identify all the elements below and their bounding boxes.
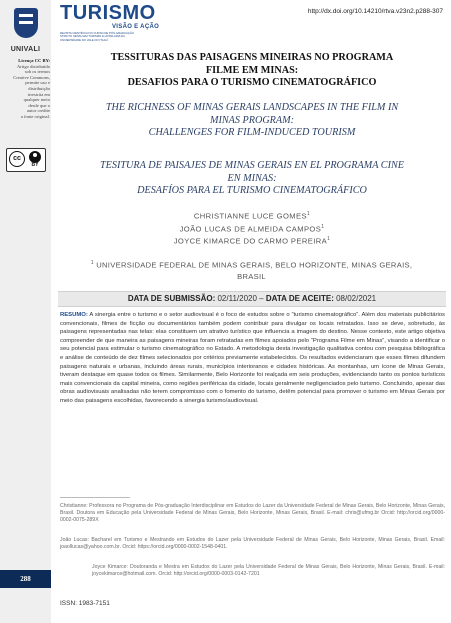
license-line: permite uso e — [25, 80, 50, 86]
license-line: qualquer meio — [23, 97, 50, 103]
license-line: a fonte original. — [20, 113, 50, 119]
title-english — [60, 102, 444, 140]
issn: ISSN: 1983-7151 — [60, 600, 110, 607]
title-line: TESITURA DE PAISAJES DE MINAS GERAIS EN EL PROGRAMA CINE — [100, 160, 404, 171]
abstract — [60, 311, 445, 406]
abstract-text: A sinergia entre o turismo e o setor audiovisual é o foco de estudos sobre o “turismo cinematográfico”. Além dos materiais publicitários convencionais, filmes de ficção ou documentários também podem contribuir para divulgar os locais retratados. Isso se deve, sobretudo, às paisagens representadas nas telas: elas constituem um atrativo turístico que influencia a imagem do destino. Nesse contexto, este artigo objetiva compreender de que maneira as paisagens mineiras foram retratadas em filmes apoiados pelo “Programa Filme em Minas”, visando a identificar o seu potencial para estimular o turismo cinematográfico no Estado. A metodologia desta investigação qualitativa contou com pesquisa bibliográfica e análise de conteúdo de dez filmes selecionados por critérios previamente estabelecidos. Os resultados evidenciaram que esses filmes difundem paisagens naturais e urbanas, incluindo áreas rurais, municípios interioranos e cidades históricas. As montanhas, um ícone de Minas Gerais, tiveram destaque em quase todos os filmes. Similarmente, Belo Horizonte foi realçada em seis produções, evidenciando tanto os pontos turísticos mais convencionais da capital mineira, como regiões periféricas da cidade, locais geralmente negligenciados pelo turismo. Concluindo, apesar das obras audiovisuais analisadas não terem compromisso com o fomento do turismo, detêm potencial para promover o turismo em Minas Gerais por meio das paisagens escolhidas, favorecendo a sinergia turismo/audiovisual. — [60, 312, 445, 404]
author-note: Joyce Kimarce: Doutoranda e Mestra em Estudos do Lazer pela Universidade Federal de Minas Gerais, Belo Horizonte, Minas Gerais, Brasil. E-mail: joycekimarce@hotmail.com. Orcid: http://orcid.org/0000-0003-0142-7201 — [92, 564, 445, 577]
date-separator: – — [259, 294, 264, 303]
univali-logo — [4, 6, 47, 58]
by-label: BY — [31, 162, 39, 168]
cc-by-badge[interactable] — [6, 148, 46, 172]
title-portuguese — [60, 52, 444, 90]
journal-tagline: REVISTA CIENTÍFICA DO CURSO DE PÓS-GRADUAÇÃO STRICTO SENSU EM TURISMO E HOTELARIA DA UNIVERSIDADE DO VALE DO ITAJAÍ — [60, 31, 134, 42]
author-list — [60, 209, 444, 247]
license-line: distribuição — [28, 85, 50, 91]
univali-shield-icon — [14, 8, 38, 38]
univali-name: UNIVALI — [10, 46, 41, 53]
title-line: DESAFIOS PARA O TURISMO CINEMATOGRÁFICO — [127, 77, 377, 88]
title-line: THE RICHNESS OF MINAS GERAIS LANDSCAPES IN THE FILM IN — [105, 102, 399, 113]
license-line: Creative Commons, — [13, 74, 50, 80]
license-line: autor credite — [26, 108, 50, 114]
license-line: desde que o — [28, 102, 50, 108]
title-line: MINAS PROGRAM: — [209, 114, 295, 126]
affiliation — [64, 258, 439, 282]
submission-label: DATA DE SUBMISSÃO: — [127, 294, 216, 303]
license-notice — [2, 58, 50, 120]
author-note: Christianne: Professora no Programa de Pós-graduação Interdisciplinar em Estudos do Lazer da Universidade Federal de Minas Gerais, Belo Horizonte, Minas Gerais, Brasil. Doutora em Educação pela Universidade Federal de Minas Gerais, Belo Horizonte, Minas Gerais, Brasil. E-mail: chris@ufmg.br Orcid: http://orcid.org/0000-0002-0075-289X — [60, 503, 445, 523]
title-line: CHALLENGES FOR FILM-INDUCED TOURISM — [148, 127, 356, 138]
affiliation-line: BRASIL — [237, 271, 266, 281]
footnote-divider — [60, 497, 130, 498]
affiliation-line: $^1$ UNIVERSIDADE FEDERAL DE MINAS GERAIS, BELO HORIZONTE, MINAS GERAIS, — [90, 260, 413, 270]
cc-icon: cc — [9, 151, 25, 167]
sidebar — [0, 0, 51, 623]
author-name: JOÃO LUCAS DE ALMEIDA CAMPOS$^1$ — [179, 223, 325, 234]
doi-link[interactable]: http://dx.doi.org/10.14210/rtva.v23n2.p288-307 — [307, 8, 443, 15]
abstract-label: RESUMO: — [60, 312, 88, 318]
author-note: João Lucas: Bacharel em Turismo e Mestrando em Estudos do Lazer pela Universidade Federal de Minas Gerais, Belo Horizonte, Minas Gerais, Brasil. Email: joaollucas@yahoo.com.br. Orcid: https://orcid.org/0000-0002-1548-0401. — [60, 537, 445, 550]
author-name: JOYCE KIMARCE DO CARMO PEREIRA$^1$ — [173, 236, 331, 246]
submission-date: 02/11/2020 — [217, 294, 257, 303]
submission-dates — [58, 291, 446, 307]
license-line: irrestrita em — [27, 91, 50, 97]
license-heading: Licença CC BY: — [18, 58, 50, 63]
title-spanish — [60, 160, 444, 198]
title-line: DESAFÍOS PARA EL TURISMO CINEMATOGRÁFICO — [137, 185, 367, 196]
page-number: 288 — [0, 570, 51, 588]
acceptance-date: 08/02/2021 — [336, 294, 377, 303]
license-line: sob os termos — [24, 69, 50, 75]
license-line: Artigo distribuído — [16, 63, 50, 69]
title-line: TESSITURAS DAS PAISAGENS MINEIRAS NO PROGRAMA — [110, 52, 394, 63]
title-line: EN MINAS: — [227, 172, 277, 184]
author-name: CHRISTIANNE LUCE GOMES$^1$ — [193, 211, 311, 221]
title-line: FILME EM MINAS: — [205, 64, 299, 76]
acceptance-label: DATA DE ACEITE: — [265, 294, 334, 303]
journal-subtitle: VISÃO E AÇÃO — [112, 24, 160, 30]
journal-title: TURISMO — [60, 2, 156, 24]
